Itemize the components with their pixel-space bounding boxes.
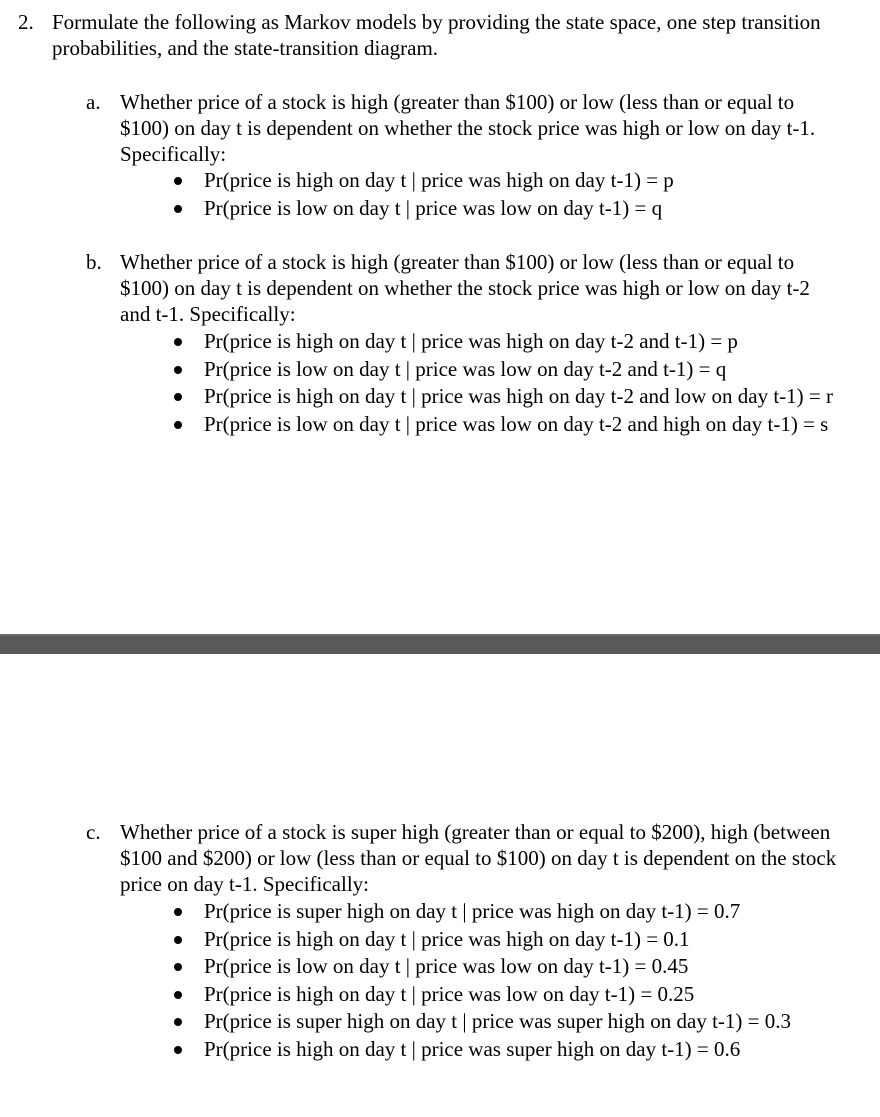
bullet-icon xyxy=(174,205,182,213)
bullet-text: Pr(price is high on day t | price was high on day t-2 and low on day t-1) = r xyxy=(204,384,833,408)
bullet-icon xyxy=(174,1018,182,1026)
part-a-text: Whether price of a stock is high (greater than $100) or low (less than or equal to $100) on day t is dependent on whether the stock price was high or low on day t-1. Specifically: xyxy=(120,90,816,166)
bullet-text: Pr(price is super high on day t | price was super high on day t-1) = 0.3 xyxy=(204,1009,792,1033)
page-divider xyxy=(0,634,880,654)
part-b-bullet-list xyxy=(170,328,850,438)
bullet-icon xyxy=(174,991,182,999)
list-item xyxy=(170,383,850,411)
bullet-text: Pr(price is low on day t | price was low on day t-2 and t-1) = q xyxy=(204,356,727,381)
bullet-icon xyxy=(174,177,182,185)
list-item xyxy=(170,926,850,954)
list-item xyxy=(170,981,850,1009)
part-c-bullet-list xyxy=(170,898,850,1063)
part-c-label: c. xyxy=(86,820,101,844)
bullet-text: Pr(price is high on day t | price was super high on day t-1) = 0.6 xyxy=(204,1036,741,1061)
list-item xyxy=(170,328,850,356)
bullet-icon xyxy=(174,1046,182,1054)
list-item xyxy=(170,167,850,195)
bullet-text: Pr(price is high on day t | price was high on day t-1) = p xyxy=(204,168,674,192)
bullet-text: Pr(price is low on day t | price was low on day t-1) = 0.45 xyxy=(204,954,689,978)
bullet-icon xyxy=(174,963,182,971)
part-c-text: Whether price of a stock is super high (greater than or equal to $200), high (between $100 and $200) or low (less than or equal to $100) on day t is dependent on the stock price on day t-1. Specifically: xyxy=(120,820,837,896)
bullet-text: Pr(price is super high on day t | price was high on day t-1) = 0.7 xyxy=(204,899,741,923)
bullet-icon xyxy=(174,936,182,944)
bullet-text: Pr(price is high on day t | price was high on day t-1) = 0.1 xyxy=(204,926,690,951)
part-a-label: a. xyxy=(86,90,101,114)
list-item xyxy=(170,1008,850,1036)
list-item xyxy=(170,953,850,981)
question-text: Formulate the following as Markov models by providing the state space, one step transition probabilities, and the state-transition diagram. xyxy=(52,10,821,60)
list-item xyxy=(170,411,850,439)
bullet-text: Pr(price is high on day t | price was low on day t-1) = 0.25 xyxy=(204,981,695,1006)
part-b-label: b. xyxy=(86,250,102,274)
bullet-icon xyxy=(174,366,182,374)
bullet-icon xyxy=(174,338,182,346)
bullet-icon xyxy=(174,393,182,401)
bullet-text: Pr(price is high on day t | price was high on day t-2 and t-1) = p xyxy=(204,329,738,353)
list-item xyxy=(170,1036,850,1064)
list-item xyxy=(170,898,850,926)
part-a-bullet-list xyxy=(170,167,850,222)
bullet-icon xyxy=(174,421,182,429)
bullet-text: Pr(price is low on day t | price was low on day t-2 and high on day t-1) = s xyxy=(204,411,829,436)
list-item xyxy=(170,195,850,223)
bullet-text: Pr(price is low on day t | price was low on day t-1) = q xyxy=(204,195,663,220)
part-b-text: Whether price of a stock is high (greater than $100) or low (less than or equal to $100) on day t is dependent on whether the stock price was high or low on day t-2 and t-1. Specifically: xyxy=(120,250,810,326)
list-item xyxy=(170,356,850,384)
question-number: 2. xyxy=(18,10,34,34)
bullet-icon xyxy=(174,908,182,916)
